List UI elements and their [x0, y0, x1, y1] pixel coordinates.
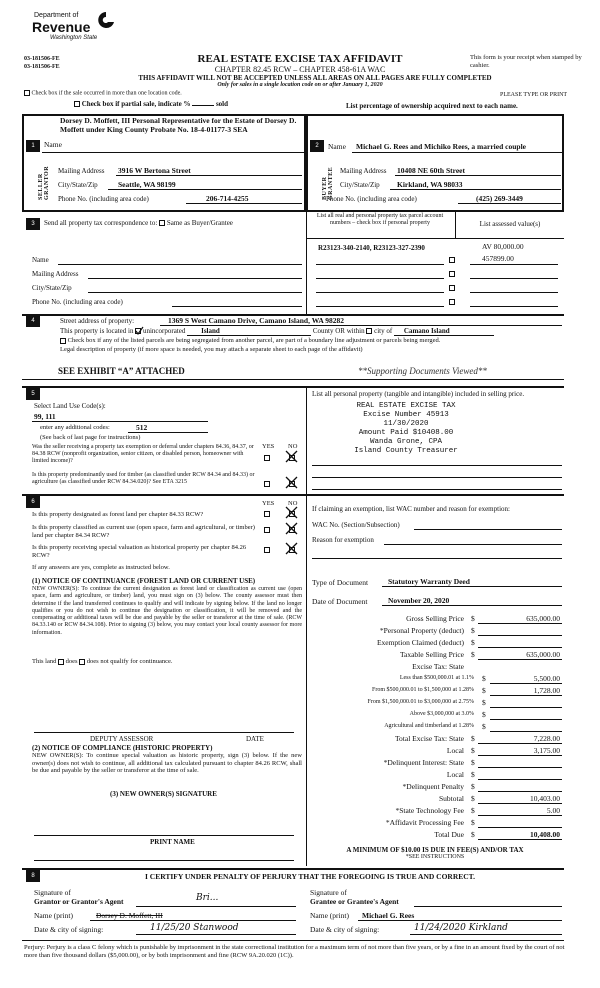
grantor-agent-label: Grantor or Grantor's Agent — [34, 897, 124, 906]
if-yes-note: If any answers are yes, complete as instructed below. — [32, 564, 170, 571]
no-header-6: NO — [288, 500, 298, 507]
q3-yes-checkbox[interactable] — [264, 511, 270, 517]
affidavit-fee-dollar: $ — [471, 818, 475, 827]
buyer-mailing-label: Mailing Address — [340, 167, 387, 175]
personal-prop-checkbox-1[interactable] — [449, 257, 455, 263]
grantor-sig-of: Signature of — [34, 888, 71, 897]
seller-city: Seattle, WA 98199 — [118, 180, 176, 189]
logo-revenue: Revenue — [32, 19, 91, 35]
corr-name-label: Name — [32, 256, 49, 264]
tier3-dollar: $ — [482, 698, 486, 707]
tier2-dollar: $ — [482, 686, 486, 695]
tier2-label: From $500,000.01 to $1,500,000 at 1.28% — [372, 687, 474, 693]
does-not-label: does not qualify for continuance. — [86, 658, 173, 665]
see-back-note: (See back of last page for instructions) — [40, 434, 141, 441]
grantor-name-label: Name (print) — [34, 911, 73, 920]
logo-state: Washington State — [50, 35, 98, 41]
land-use-codes: 99, 111 — [34, 412, 56, 421]
gross-label: Gross Selling Price — [406, 614, 464, 623]
personal-deduct-label: *Personal Property (deduct) — [379, 626, 464, 635]
taxable-value: 635,000.00 — [526, 650, 560, 659]
grantee-agent-label: Grantee or Grantee's Agent — [310, 897, 399, 906]
grantee-date-city: 11/24/2020 Kirkland — [414, 923, 508, 933]
city-of-label: city of — [374, 327, 393, 335]
question-2: Is this property predominantly used for timber (as classified under RCW 84.34 and 84.33) or agriculture (as classified under RCW 84.34.020)? See ETA 3215 — [32, 472, 255, 485]
local-value: 3,175.00 — [533, 746, 560, 755]
q5-no-mark-icon — [285, 542, 298, 555]
deputy-date-label: DATE — [246, 735, 264, 743]
gross-value: 635,000.00 — [526, 614, 560, 623]
personal-prop-checkbox-2[interactable] — [449, 271, 455, 277]
exemption-dollar: $ — [471, 638, 475, 647]
tier1-label: Less than $500,000.01 at 1.1% — [399, 675, 474, 681]
print-name-label: PRINT NAME — [150, 838, 195, 846]
street-label: Street address of property: — [60, 317, 135, 325]
treasurer-stamp — [326, 402, 486, 456]
partial-sale-checkbox[interactable] — [74, 101, 80, 107]
stamp-line-2: Excise Number 45913 — [363, 411, 449, 419]
section-2-marker: 2 — [310, 140, 324, 152]
tier4-label: Above $3,000,000 at 3.0% — [409, 711, 474, 717]
q1-yes-checkbox[interactable] — [264, 455, 270, 461]
same-as-buyer-label: Same as Buyer/Grantee — [166, 219, 233, 227]
buyer-name-label: Name — [328, 142, 346, 151]
grantee-sig-of: Signature of — [310, 888, 347, 897]
total-due-dollar: $ — [471, 830, 475, 839]
seller-name-label: Name — [44, 140, 62, 149]
grantee-date-label: Date & city of signing: — [310, 925, 380, 934]
legal-description-label: Legal description of property (if more space is needed, you may attach a separate sheet to each page of the affidavit) — [60, 346, 363, 353]
wac-no-label: WAC No. (Section/Subsection) — [312, 521, 400, 529]
seller-side-label: SELLER GRANTOR — [38, 165, 50, 200]
q2-no-mark-icon — [285, 476, 298, 489]
segregated-row — [60, 337, 570, 345]
additional-codes-label: enter any additional codes: — [40, 424, 110, 431]
q3-no-mark-icon — [285, 506, 298, 519]
tech-fee-dollar: $ — [471, 806, 475, 815]
seller-city-label: City/State/Zip — [58, 181, 98, 189]
notice1-title: (1) NOTICE OF CONTINUANCE (FOREST LAND OR CURRENT USE) — [32, 577, 256, 585]
checkmark-icon — [135, 326, 144, 335]
dor-logo — [28, 10, 128, 46]
form-code-2: 03-181506-FE — [24, 64, 60, 70]
question-4: Is this property classified as current use (open space, farm and agricultural, or timber) land per chapter 84.34 RCW? — [32, 524, 255, 539]
see-instructions-note: *SEE INSTRUCTIONS — [405, 854, 465, 860]
form-warning: THIS AFFIDAVIT WILL NOT BE ACCEPTED UNLESS ALL AREAS ON ALL PAGES ARE FULLY COMPLETED — [138, 74, 492, 82]
section-3-marker: 3 — [26, 218, 40, 230]
question-3: Is this property designated as forest land per chapter 84.33 RCW? — [32, 511, 204, 518]
additional-codes: 512 — [136, 423, 148, 432]
tier3-label: From $1,500,000.01 to $3,000,000 at 2.75% — [367, 699, 474, 705]
correspondence-label: Send all property tax correspondence to: — [44, 219, 158, 227]
q1-no-mark-icon — [285, 450, 298, 463]
multi-location-row — [24, 90, 324, 97]
affidavit-fee-label: *Affidavit Processing Fee — [385, 818, 464, 827]
buyer-phone-label: Phone No. (including area code) — [326, 195, 417, 203]
gross-dollar: $ — [471, 614, 475, 623]
doc-date: November 20, 2020 — [388, 596, 450, 605]
exemption-deduct-label: Exemption Claimed (deduct) — [376, 638, 464, 647]
total-due-value: 10,408.00 — [530, 830, 560, 839]
section-4-marker: 4 — [26, 315, 40, 327]
taxable-label: Taxable Selling Price — [399, 650, 464, 659]
seller-name: Dorsey D. Moffett, III Personal Representative for the Estate of Dorsey D. Moffett under King County Probate No. 18-4-01177-3 SEA — [60, 116, 297, 134]
doc-type-label: Type of Document — [312, 578, 369, 587]
unincorporated-label: unincorporated — [142, 327, 186, 335]
county-value: Island — [187, 327, 311, 336]
subtotal-value: 10,403.00 — [530, 794, 560, 803]
grantor-date-label: Date & city of signing: — [34, 925, 104, 934]
logo-dept-of: Department of — [34, 12, 79, 19]
located-in-label: This property is located in — [60, 327, 134, 335]
only-for-note: Only for sales in a single location code on or after January 1, 2020 — [217, 82, 383, 88]
personal-dollar: $ — [471, 626, 475, 635]
buyer-side-label: BUYER GRANTEE — [322, 166, 334, 200]
form-subtitle: CHAPTER 82.45 RCW – CHAPTER 458-61A WAC — [214, 65, 386, 74]
tax-computation — [306, 610, 564, 860]
yes-header-5: YES — [262, 443, 275, 450]
parcel-header: List all real and personal property tax parcel account numbers – check box if personal property — [316, 213, 444, 226]
section-6-marker: 6 — [26, 496, 40, 508]
total-state-dollar: $ — [471, 734, 475, 743]
deputy-assessor-label: DEPUTY ASSESSOR — [90, 735, 154, 743]
assessed-value-2: 457899.00 — [482, 254, 514, 263]
seller-phone: 206-714-4255 — [206, 194, 249, 203]
tech-fee-value: 5.00 — [546, 806, 560, 815]
personal-prop-checkbox-3[interactable] — [449, 285, 455, 291]
ownership-note: List percentage of ownership acquired next to each name. — [346, 102, 518, 110]
new-owner-signature-label: (3) NEW OWNER(S) SIGNATURE — [110, 790, 217, 798]
partial-sale-row — [74, 100, 274, 108]
within-city-checkbox[interactable] — [366, 328, 372, 334]
buyer-city-label: City/State/Zip — [340, 181, 380, 189]
q4-no-mark-icon — [285, 522, 298, 535]
does-not-checkbox[interactable] — [79, 659, 85, 665]
personal-prop-checkbox-4[interactable] — [449, 299, 455, 305]
seller-mailing-label: Mailing Address — [58, 167, 105, 175]
section-1-marker: 1 — [26, 140, 40, 152]
subtotal-dollar: $ — [471, 794, 475, 803]
land-qualify-row — [32, 658, 302, 666]
subtotal-label: Subtotal — [438, 794, 464, 803]
reason-label: Reason for exemption — [312, 536, 374, 544]
supporting-docs-note: **Supporting Documents Viewed** — [358, 366, 487, 376]
form-title: REAL ESTATE EXCISE TAX AFFIDAVIT — [197, 53, 403, 65]
stamp-line-3: 11/30/2020 — [383, 420, 429, 428]
stamp-line-1: REAL ESTATE EXCISE TAX — [356, 402, 456, 410]
does-checkbox[interactable] — [58, 659, 64, 665]
located-row — [60, 327, 560, 336]
total-due-label: Total Due — [434, 830, 464, 839]
tier4-dollar: $ — [482, 710, 486, 719]
delinquent-penalty-label: *Delinquent Penalty — [402, 782, 464, 791]
same-as-buyer-checkbox[interactable] — [159, 220, 165, 226]
tier5-label: Agricultural and timberland at 1.28% — [384, 723, 474, 729]
street-address: 1369 S West Camano Drive, Camano Island, WA 98282 — [168, 316, 344, 325]
buyer-phone: (425) 269-3449 — [476, 194, 523, 203]
buyer-mailing: 10408 NE 60th Street — [397, 166, 465, 175]
doc-type: Statutory Warranty Deed — [388, 577, 470, 586]
perjury-note: Perjury: Perjury is a class C felony which is punishable by imprisonment in the state correctional institution for a maximum term of not more than five years, or by a fine in an amount fixed by the court of not more than five thousand dollars ($5,000.00), or by both imprisonment and fine (RCW 9A.20.020 (1C)). — [24, 944, 565, 959]
section-5-marker: 5 — [26, 388, 40, 400]
q2-yes-checkbox[interactable] — [264, 481, 270, 487]
doc-date-label: Date of Document — [312, 597, 368, 606]
no-header-5: NO — [288, 443, 298, 450]
total-state-value: 7,228.00 — [533, 734, 560, 743]
seller-mailing: 3916 W Bertona Street — [118, 166, 191, 175]
question-1: Was the seller receiving a property tax exemption or deferral under chapters 84.36, 84.37, or 84.38 RCW (nonprofit organization, senior citizen, or disabled person, homeowner with limited income)? — [32, 444, 254, 464]
certify-statement: I CERTIFY UNDER PENALTY OF PERJURY THAT THE FOREGOING IS TRUE AND CORRECT. — [144, 872, 475, 881]
question-5: Is this property receiving special valuation as historical property per chapter 84.26 RCW? — [32, 544, 247, 559]
grantor-name: Dorsey D. Moffett, III — [96, 911, 163, 920]
excise-state-label: Excise Tax: State — [412, 662, 464, 671]
delinquent-interest-label: *Delinquent Interest: State — [383, 758, 464, 767]
tier1-dollar: $ — [482, 674, 486, 683]
grantee-name: Michael G. Rees — [362, 911, 415, 920]
notice2-title: (2) NOTICE OF COMPLIANCE (HISTORIC PROPERTY) — [32, 744, 213, 752]
correspondence-row — [44, 219, 304, 227]
grantee-name-label: Name (print) — [310, 911, 349, 920]
segregated-label: Check box if any of the listed parcels are being segregated from another parcel, are part of a boundary line adjustment or parcels being merged. — [67, 337, 441, 344]
q5-yes-checkbox[interactable] — [264, 547, 270, 553]
assessed-header: List assessed value(s) — [479, 220, 541, 228]
local2-label: Local — [446, 770, 464, 779]
personal-property-label: List all personal property (tangible and intangible) included in selling price. — [312, 390, 525, 398]
land-use-label: Select Land Use Code(s): — [34, 402, 106, 410]
unincorporated-checkbox[interactable] — [135, 328, 141, 334]
within-label: within — [346, 327, 365, 335]
local-label: Local — [446, 746, 464, 755]
buyer-city: Kirkland, WA 98033 — [397, 180, 463, 189]
partial-sale-label: Check box if partial sale, indicate % — [81, 100, 191, 108]
tier5-dollar: $ — [482, 722, 486, 731]
parcel-numbers: R23123-340-2140, R23123-327-2390 — [318, 244, 425, 252]
corr-phone-label: Phone No. (including area code) — [32, 298, 123, 306]
grantor-date-city: 11/25/20 Stanwood — [150, 923, 239, 933]
stamp-line-5: Wanda Grone, CPA — [369, 438, 442, 446]
tech-fee-label: *State Technology Fee — [395, 806, 464, 815]
does-label: does — [65, 658, 78, 665]
notice2-body: NEW OWNER(S): To continue special valuation as historic property, sign (3) below. If the new owner(s) does not wish to continue, all additional tax calculated pursuant to chapter 84.26 RCW, shall be due and payable by the seller or transferor at the time of sale. — [32, 752, 302, 775]
corr-mailing-label: Mailing Address — [32, 270, 79, 278]
sold-label: sold — [215, 100, 229, 108]
wac-claim-label: If claiming an exemption, list WAC number and reason for exemption: — [312, 505, 510, 513]
city-value: Camano Island — [394, 327, 494, 336]
local2-dollar: $ — [471, 770, 475, 779]
stamp-line-6: Island County Treasurer — [354, 447, 458, 455]
corr-city-label: City/State/Zip — [32, 284, 72, 292]
receipt-note: This form is your receipt when stamped by cashier. — [470, 54, 582, 69]
stamp-line-4: Amount Paid $10408.00 — [358, 429, 454, 437]
county-label: County OR — [312, 327, 345, 335]
seller-phone-label: Phone No. (including area code) — [58, 195, 149, 203]
please-type: PLEASE TYPE OR PRINT — [500, 92, 568, 98]
segregated-checkbox[interactable] — [60, 338, 66, 344]
minimum-note: A MINIMUM OF $10.00 IS DUE IN FEE(S) AND/OR TAX — [346, 846, 524, 854]
form-code-1: 03-181506-FE — [24, 56, 60, 62]
notice1-body: NEW OWNER(S): To continue the current designation as forest land or classification as current use (open space, farm and agriculture, or timber) land, you must sign on (3) below. The county assessor must then determine if the land transferred continues to qualify and will indicate by signing below. If the land no longer qualifies or you do not wish to continue the designation or classification, it will be removed and the compensating or additional taxes will be due and payable by the seller or transferor at the time of sale. (RCW 84.33.140 or RCW 84.34.108). Prior to signing (3) below, you may contact your local county assessor for more information. — [32, 586, 302, 636]
tier2-value: 1,728.00 — [533, 686, 560, 695]
yes-header-6: YES — [262, 500, 275, 507]
delinquent-penalty-dollar: $ — [471, 782, 475, 791]
multi-location-checkbox[interactable] — [24, 90, 30, 96]
tier1-value: 5,500.00 — [533, 674, 560, 683]
local-dollar: $ — [471, 746, 475, 755]
grantor-signature: Bri... — [196, 893, 219, 903]
assessed-value-1: AV 80,000.00 — [482, 242, 524, 251]
buyer-name: Michael G. Rees and Michiko Rees, a married couple — [356, 142, 526, 151]
delinquent-interest-dollar: $ — [471, 758, 475, 767]
total-state-label: Total Excise Tax: State — [394, 734, 464, 743]
multi-location-label: Check box if the sale occurred in more than one location code. — [31, 90, 182, 97]
q4-yes-checkbox[interactable] — [264, 527, 270, 533]
taxable-dollar: $ — [471, 650, 475, 659]
exhibit-note: SEE EXHIBIT “A” ATTACHED — [58, 366, 185, 376]
revenue-swirl-icon — [96, 10, 116, 32]
section-8-marker: 8 — [26, 870, 40, 882]
this-land-label: This land — [32, 658, 57, 665]
